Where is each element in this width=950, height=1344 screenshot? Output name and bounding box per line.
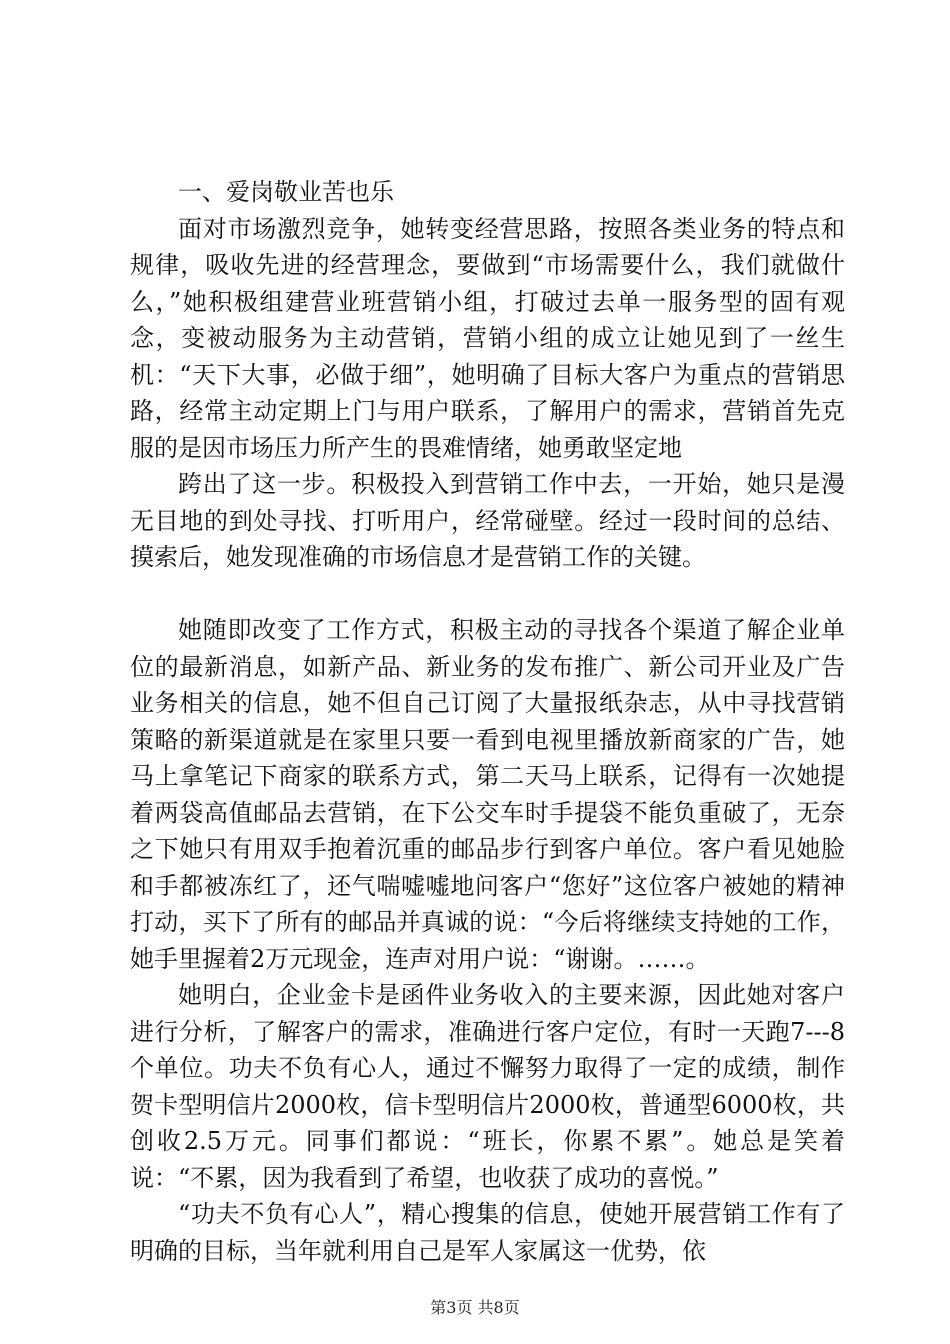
section-heading: 一、爱岗敬业苦也乐 (178, 178, 394, 206)
paragraph-4: 她明白，企业金卡是函件业务收入的主要来源，因此她对客户进行分析，了解客户的需求，准确进行客户定位，有时一天跑7---8个单位。功夫不负有心人，通过不懈努力取得了一定的成绩，制作贺卡型明信片2000枚，信卡型明信片2000枚，普通型6000枚，共创收2.5万元。同事们都说：“班长，你累不累”。她总是笑着说：“不累，因为我看到了希望，也收获了成功的喜悦。” (130, 981, 845, 1192)
paragraph-2: 跨出了这一步。积极投入到营销工作中去，一开始，她只是漫无目地的到处寻找、打听用户，经常碰壁。经过一段时间的总结、摸索后，她发现准确的市场信息才是营销工作的关键。 (130, 470, 845, 571)
document-body (130, 174, 845, 1269)
paragraph-5: “功夫不负有心人”，精心搜集的信息，使她开展营销工作有了明确的目标，当年就利用自己是军人家属这一优势，依 (130, 1200, 845, 1265)
paragraph-3: 她随即改变了工作方式，积极主动的寻找各个渠道了解企业单位的最新消息，如新产品、新业务的发布推广、新公司开业及广告业务相关的信息，她不但自己订阅了大量报纸杂志，从中寻找营销策略的新渠道就是在家里只要一看到电视里播放新商家的广告，她马上拿笔记下商家的联系方式，第二天马上联系，记得有一次她提着两袋高值邮品去营销，在下公交车时手提袋不能负重破了，无奈之下她只有用双手抱着沉重的邮品步行到客户单位。客户看见她脸和手都被冻红了，还气喘嘘嘘地问客户“您好”这位客户被她的精神打动，买下了所有的邮品并真诚的说：“今后将继续支持她的工作，她手里握着2万元现金，连声对用户说：“谢谢。……。 (130, 616, 845, 973)
paragraph-1: 面对市场激烈竞争，她转变经营思路，按照各类业务的特点和规律，吸收先进的经营理念，要做到“市场需要什么，我们就做什么，”她积极组建营业班营销小组，打破过去单一服务型的固有观念，变被动服务为主动营销，营销小组的成立让她见到了一丝生机：“天下大事，必做于细”，她明确了目标大客户为重点的营销思路，经常主动定期上门与用户联系，了解用户的需求，营销首先克服的是因市场压力所产生的畏难情绪，她勇敢坚定地 (130, 214, 845, 462)
paragraph-spacer (130, 576, 845, 613)
page-footer (0, 1298, 950, 1318)
page-number: 第3页 共8页 (430, 1298, 520, 1317)
